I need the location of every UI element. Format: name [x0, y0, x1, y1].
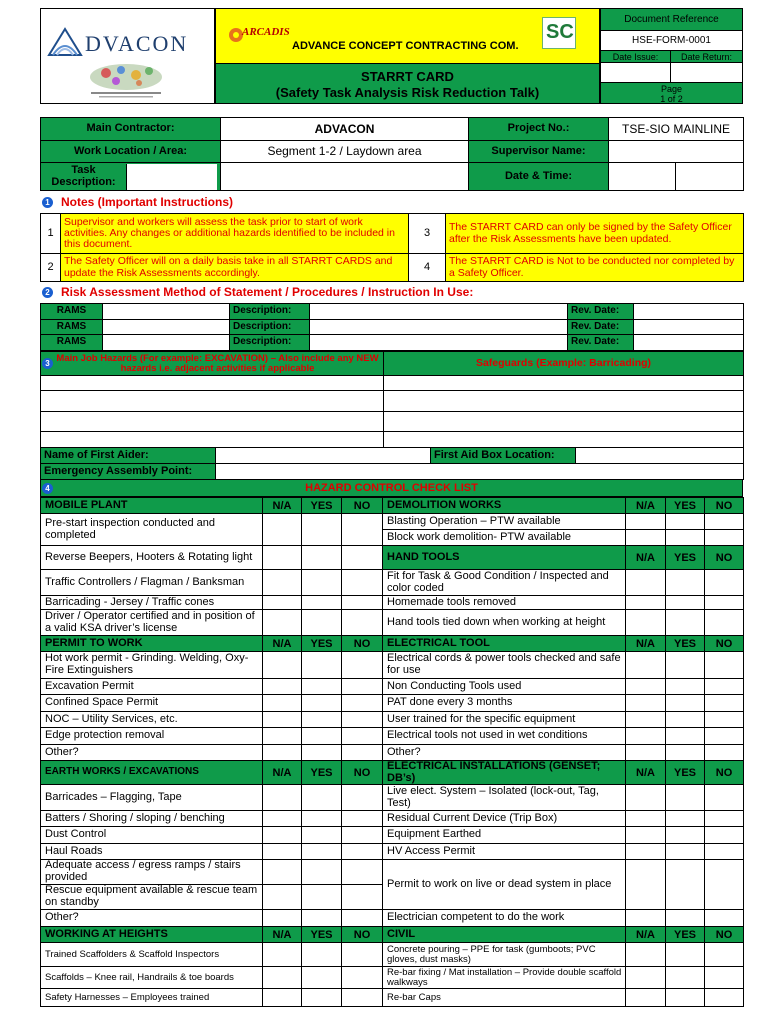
time-field[interactable]	[676, 163, 744, 191]
note-number: 3	[409, 214, 446, 254]
checklist-item: Other?	[382, 744, 626, 761]
first-aid-box-label: First Aid Box Location:	[431, 448, 576, 464]
electrical-installations-header: ELECTRICAL INSTALLATIONS (GENSET; DB’s)	[382, 760, 626, 785]
advacon-logo-text: DVACON	[85, 31, 189, 56]
first-aid-box-field[interactable]	[576, 448, 744, 464]
description-label: Description:	[230, 304, 310, 320]
na-checkbox[interactable]	[262, 966, 302, 989]
project-info-table	[40, 117, 744, 191]
checklist-item: User trained for the specific equipment	[382, 711, 626, 728]
na-checkbox[interactable]	[625, 859, 666, 910]
no-checkbox[interactable]	[704, 595, 744, 610]
yes-checkbox[interactable]	[301, 942, 342, 967]
doc-ref-value: HSE-FORM-0001	[601, 31, 742, 51]
assembly-point-label: Emergency Assembly Point:	[41, 464, 216, 480]
no-checkbox[interactable]	[704, 711, 744, 728]
no-header: NO	[341, 497, 383, 514]
checklist-item: Scaffolds – Knee rail, Handrails & toe boards	[40, 966, 263, 989]
no-checkbox[interactable]	[704, 942, 744, 967]
no-checkbox[interactable]	[341, 942, 383, 967]
na-checkbox[interactable]	[625, 569, 666, 596]
description-label: Description:	[230, 320, 310, 335]
form-subtitle: (Safety Task Analysis Risk Reduction Talk)	[275, 85, 540, 100]
rev-date-label: Rev. Date:	[568, 335, 634, 351]
checklist-item: PAT done every 3 months	[382, 694, 626, 712]
hazard-field[interactable]	[41, 391, 384, 412]
permit-to-work-header: PERMIT TO WORK	[40, 635, 263, 652]
note-number: 2	[41, 254, 61, 282]
checklist-item: Haul Roads	[40, 843, 263, 860]
yes-checkbox[interactable]	[301, 859, 342, 885]
no-checkbox[interactable]	[341, 843, 383, 860]
yes-checkbox[interactable]	[301, 744, 342, 761]
section-number-3-icon: 3	[42, 358, 53, 369]
note-text: The STARRT CARD is Not to be conducted nor completed by a Safety Officer.	[446, 254, 744, 282]
sc-logo	[542, 17, 576, 49]
no-checkbox[interactable]	[341, 884, 383, 910]
company-header	[215, 8, 600, 104]
no-checkbox[interactable]	[704, 513, 744, 530]
na-checkbox[interactable]	[262, 513, 302, 546]
task-description-label: Task Description:	[51, 163, 116, 189]
notes-heading	[42, 195, 233, 209]
rams-label: RAMS	[41, 304, 103, 320]
checklist-title: HAZARD CONTROL CHECK LIST	[305, 482, 478, 494]
safeguard-field[interactable]	[384, 391, 744, 412]
notes-title: Notes (Important Instructions)	[61, 195, 234, 209]
company-name: ADVANCE CONCEPT CONTRACTING COM.	[292, 40, 519, 52]
yes-header: YES	[301, 760, 342, 785]
no-checkbox[interactable]	[704, 988, 744, 1007]
date-time-label: Date & Time:	[469, 163, 609, 191]
na-checkbox[interactable]	[262, 942, 302, 967]
page-value: 1 of 2	[660, 94, 683, 104]
yes-header: YES	[301, 635, 342, 652]
yes-checkbox[interactable]	[665, 651, 705, 679]
checklist-item: Fit for Task & Good Condition / Inspected and color coded	[382, 569, 626, 596]
na-checkbox[interactable]	[625, 711, 666, 728]
advacon-logo-box	[40, 8, 215, 104]
na-checkbox[interactable]	[262, 609, 302, 636]
yes-header: YES	[665, 545, 705, 570]
no-checkbox[interactable]	[704, 859, 744, 910]
checklist-item: Driver / Operator certified and in position of a valid KSA driver’s license	[40, 609, 263, 636]
na-checkbox[interactable]	[625, 784, 666, 811]
hazard-field[interactable]	[41, 412, 384, 432]
na-header: N/A	[262, 497, 302, 514]
checklist-item: Edge protection removal	[40, 727, 263, 745]
na-header: N/A	[625, 760, 666, 785]
na-checkbox[interactable]	[625, 595, 666, 610]
na-checkbox[interactable]	[262, 909, 302, 927]
no-checkbox[interactable]	[341, 545, 383, 570]
yes-checkbox[interactable]	[301, 513, 342, 546]
description-label: Description:	[230, 335, 310, 351]
checklist-item: Blasting Operation – PTW available	[382, 513, 626, 530]
no-checkbox[interactable]	[341, 909, 383, 927]
task-description-field-a[interactable]	[126, 164, 217, 190]
arcadis-logo-text: ARCADIS	[242, 26, 290, 38]
checklist-item: Residual Current Device (Trip Box)	[382, 810, 626, 827]
no-header: NO	[704, 497, 744, 514]
no-checkbox[interactable]	[341, 694, 383, 712]
checklist-item: Barricading - Jersey / Traffic cones	[40, 595, 263, 610]
yes-checkbox[interactable]	[665, 609, 705, 636]
checklist-item: Electrical tools not used in wet conditions	[382, 727, 626, 745]
no-checkbox[interactable]	[341, 988, 383, 1007]
safeguard-field[interactable]	[384, 376, 744, 391]
note-number: 1	[41, 214, 61, 254]
no-checkbox[interactable]	[341, 810, 383, 827]
section-number-2-icon: 2	[42, 287, 53, 298]
date-field[interactable]	[609, 163, 676, 191]
na-checkbox[interactable]	[625, 727, 666, 745]
date-issue-field[interactable]	[601, 63, 671, 83]
date-return-field[interactable]	[671, 63, 742, 83]
page-indicator	[601, 83, 742, 103]
checklist-item: Electrical cords & power tools checked and safe for use	[382, 651, 626, 679]
no-checkbox[interactable]	[704, 810, 744, 827]
mobile-plant-header: MOBILE PLANT	[40, 497, 263, 514]
no-checkbox[interactable]	[704, 609, 744, 636]
yes-checkbox[interactable]	[665, 909, 705, 927]
no-checkbox[interactable]	[704, 569, 744, 596]
yes-checkbox[interactable]	[665, 988, 705, 1007]
yes-checkbox[interactable]	[665, 727, 705, 745]
checklist-item: Block work demolition- PTW available	[382, 529, 626, 546]
na-checkbox[interactable]	[625, 744, 666, 761]
na-checkbox[interactable]	[625, 843, 666, 860]
project-no-label: Project No.:	[469, 118, 609, 141]
na-checkbox[interactable]	[262, 569, 302, 596]
yes-checkbox[interactable]	[301, 678, 342, 695]
checklist-item: Dust Control	[40, 826, 263, 844]
supervisor-field[interactable]	[609, 141, 744, 163]
na-checkbox[interactable]	[262, 711, 302, 728]
note-text: The Safety Officer will on a daily basis take in all STARRT CARDS and update the Risk Assessments accordingly.	[61, 254, 409, 282]
no-checkbox[interactable]	[341, 513, 383, 546]
yes-header: YES	[301, 926, 342, 943]
no-checkbox[interactable]	[704, 651, 744, 679]
rams-heading	[42, 285, 473, 299]
na-checkbox[interactable]	[625, 942, 666, 967]
na-checkbox[interactable]	[625, 810, 666, 827]
yes-header: YES	[301, 497, 342, 514]
na-header: N/A	[262, 926, 302, 943]
work-location-label: Work Location / Area:	[41, 141, 221, 163]
rams-title: Risk Assessment Method of Statement / Procedures / Instruction In Use:	[61, 285, 474, 299]
rams-field[interactable]	[103, 335, 230, 351]
assembly-point-field[interactable]	[216, 464, 744, 480]
project-no-value[interactable]: TSE-SIO MAINLINE	[609, 118, 744, 141]
checklist-item: Homemade tools removed	[382, 595, 626, 610]
na-checkbox[interactable]	[262, 810, 302, 827]
hazards-table	[40, 351, 744, 450]
note-text: The STARRT CARD can only be signed by the Safety Officer after the Risk Assessments have been updated.	[446, 214, 744, 254]
checklist-item: Safety Harnesses – Employees trained	[40, 988, 263, 1007]
checklist-item: Re-bar fixing / Mat installation – Provide double scaffold walkways	[382, 966, 626, 989]
no-checkbox[interactable]	[341, 609, 383, 636]
na-header: N/A	[262, 760, 302, 785]
rams-label: RAMS	[41, 320, 103, 335]
na-checkbox[interactable]	[262, 651, 302, 679]
checklist-item: Concrete pouring – PPE for task (gumboots; PVC gloves, dust masks)	[382, 942, 626, 967]
yes-checkbox[interactable]	[665, 826, 705, 844]
main-contractor-value[interactable]: ADVACON	[221, 118, 469, 141]
description-field[interactable]	[310, 320, 568, 335]
na-checkbox[interactable]	[262, 884, 302, 910]
na-checkbox[interactable]	[262, 843, 302, 860]
na-checkbox[interactable]	[262, 744, 302, 761]
yes-checkbox[interactable]	[301, 609, 342, 636]
civil-header: CIVIL	[382, 926, 626, 943]
na-checkbox[interactable]	[625, 966, 666, 989]
na-checkbox[interactable]	[262, 859, 302, 885]
main-contractor-label: Main Contractor:	[41, 118, 221, 141]
yes-checkbox[interactable]	[665, 711, 705, 728]
no-checkbox[interactable]	[704, 744, 744, 761]
yes-checkbox[interactable]	[301, 909, 342, 927]
no-header: NO	[341, 635, 383, 652]
demolition-works-header: DEMOLITION WORKS	[382, 497, 626, 514]
checklist-item: Other?	[40, 909, 263, 927]
document-reference-box	[600, 8, 743, 104]
checklist-item: Hot work permit - Grinding. Welding, Oxy- Fire Extinguishers	[40, 651, 263, 679]
na-header: N/A	[262, 635, 302, 652]
date-return-label: Date Return:	[671, 51, 742, 63]
yes-checkbox[interactable]	[301, 694, 342, 712]
checklist-item: Re-bar Caps	[382, 988, 626, 1007]
yes-header: YES	[665, 760, 705, 785]
description-field[interactable]	[310, 304, 568, 320]
yes-checkbox[interactable]	[301, 545, 342, 570]
yes-checkbox[interactable]	[665, 859, 705, 910]
na-checkbox[interactable]	[262, 595, 302, 610]
no-checkbox[interactable]	[341, 966, 383, 989]
first-aider-field[interactable]	[216, 448, 431, 464]
na-checkbox[interactable]	[625, 529, 666, 546]
doc-ref-label: Document Reference	[601, 9, 742, 31]
na-checkbox[interactable]	[625, 609, 666, 636]
checklist-item: Adequate access / egress ramps / stairs provided	[40, 859, 263, 885]
yes-header: YES	[665, 635, 705, 652]
page-label: Page	[660, 84, 683, 94]
checklist-item: Other?	[40, 744, 263, 761]
checklist-item: Reverse Beepers, Hooters & Rotating light	[40, 545, 263, 570]
supervisor-label: Supervisor Name:	[469, 141, 609, 163]
yes-checkbox[interactable]	[665, 843, 705, 860]
yes-checkbox[interactable]	[301, 810, 342, 827]
na-checkbox[interactable]	[262, 826, 302, 844]
work-location-value[interactable]: Segment 1-2 / Laydown area	[221, 141, 469, 163]
no-header: NO	[704, 926, 744, 943]
checklist-item: Confined Space Permit	[40, 694, 263, 712]
no-checkbox[interactable]	[341, 651, 383, 679]
advacon-logo-icon	[47, 27, 83, 57]
world-map-icon	[81, 61, 171, 99]
no-checkbox[interactable]	[341, 784, 383, 811]
no-checkbox[interactable]	[341, 859, 383, 885]
na-checkbox[interactable]	[625, 694, 666, 712]
yes-checkbox[interactable]	[665, 513, 705, 530]
yes-checkbox[interactable]	[301, 843, 342, 860]
na-checkbox[interactable]	[262, 727, 302, 745]
rev-date-label: Rev. Date:	[568, 304, 634, 320]
note-text: Supervisor and workers will assess the task prior to start of work activities. Any changes or additional hazards identified to be included in this document.	[61, 214, 409, 254]
yes-checkbox[interactable]	[665, 595, 705, 610]
yes-checkbox[interactable]	[301, 884, 342, 910]
no-checkbox[interactable]	[704, 678, 744, 695]
na-header: N/A	[625, 926, 666, 943]
working-at-heights-header: WORKING AT HEIGHTS	[40, 926, 263, 943]
no-header: NO	[704, 760, 744, 785]
yes-checkbox[interactable]	[665, 942, 705, 967]
yes-checkbox[interactable]	[301, 966, 342, 989]
yes-checkbox[interactable]	[665, 678, 705, 695]
checklist-item: Hand tools tied down when working at height	[382, 609, 626, 636]
na-checkbox[interactable]	[625, 988, 666, 1007]
no-checkbox[interactable]	[704, 727, 744, 745]
safeguards-header: Safeguards (Example: Barricading)	[384, 352, 744, 376]
na-checkbox[interactable]	[625, 826, 666, 844]
checklist-item: Pre-start inspection conducted and completed	[40, 513, 263, 546]
no-checkbox[interactable]	[704, 909, 744, 927]
na-checkbox[interactable]	[262, 678, 302, 695]
na-checkbox[interactable]	[625, 909, 666, 927]
section-number-4-icon: 4	[42, 483, 53, 494]
rev-date-field[interactable]	[634, 320, 744, 335]
task-description-field[interactable]	[221, 163, 469, 191]
yes-checkbox[interactable]	[301, 651, 342, 679]
rev-date-field[interactable]	[634, 304, 744, 320]
checklist-item: Live elect. System – Isolated (lock-out, Tag, Test)	[382, 784, 626, 811]
yes-checkbox[interactable]	[301, 784, 342, 811]
safeguard-field[interactable]	[384, 412, 744, 432]
yes-checkbox[interactable]	[665, 694, 705, 712]
no-header: NO	[704, 635, 744, 652]
hazards-header-text: Main Job Hazards (For example: EXCAVATION) – Also include any NEW hazards i.e. adjacent activities if applicable	[56, 352, 379, 374]
form-title: STARRT CARD	[361, 69, 454, 84]
checklist-header	[40, 479, 743, 497]
description-field[interactable]	[310, 335, 568, 351]
checklist-item: Barricades – Flagging, Tape	[40, 784, 263, 811]
no-checkbox[interactable]	[704, 966, 744, 989]
rev-date-label: Rev. Date:	[568, 320, 634, 335]
hand-tools-header: HAND TOOLS	[382, 545, 626, 570]
yes-checkbox[interactable]	[301, 727, 342, 745]
rams-table	[40, 303, 744, 351]
section-number-1-icon: 1	[42, 197, 53, 208]
yes-checkbox[interactable]	[301, 595, 342, 610]
na-checkbox[interactable]	[262, 988, 302, 1007]
first-aid-table	[40, 447, 744, 480]
no-checkbox[interactable]	[341, 595, 383, 610]
checklist-item: Electrician competent to do the work	[382, 909, 626, 927]
checklist-item: NOC – Utility Services, etc.	[40, 711, 263, 728]
electrical-tool-header: ELECTRICAL TOOL	[382, 635, 626, 652]
no-checkbox[interactable]	[341, 678, 383, 695]
checklist-item: Equipment Earthed	[382, 826, 626, 844]
na-checkbox[interactable]	[262, 784, 302, 811]
na-checkbox[interactable]	[625, 678, 666, 695]
hazards-header	[41, 352, 384, 376]
checklist-item: Rescue equipment available & rescue team on standby	[40, 884, 263, 910]
checklist-item: HV Access Permit	[382, 843, 626, 860]
yes-checkbox[interactable]	[665, 744, 705, 761]
checklist-item: Trained Scaffolders & Scaffold Inspectors	[40, 942, 263, 967]
note-number: 4	[409, 254, 446, 282]
notes-table	[40, 213, 744, 282]
yes-checkbox[interactable]	[665, 784, 705, 811]
no-header: NO	[341, 760, 383, 785]
na-checkbox[interactable]	[262, 545, 302, 570]
no-checkbox[interactable]	[341, 711, 383, 728]
checklist-item: Permit to work on live or dead system in place	[382, 859, 626, 910]
rams-field[interactable]	[103, 304, 230, 320]
date-issue-label: Date Issue:	[601, 51, 671, 63]
no-checkbox[interactable]	[704, 694, 744, 712]
yes-checkbox[interactable]	[301, 711, 342, 728]
no-header: NO	[704, 545, 744, 570]
sc-logo-text: SC	[546, 21, 574, 43]
no-header: NO	[341, 926, 383, 943]
yes-checkbox[interactable]	[665, 810, 705, 827]
rams-label: RAMS	[41, 335, 103, 351]
na-header: N/A	[625, 635, 666, 652]
checklist-body	[40, 497, 743, 1012]
na-checkbox[interactable]	[625, 651, 666, 679]
yes-header: YES	[665, 926, 705, 943]
na-header: N/A	[625, 545, 666, 570]
yes-checkbox[interactable]	[301, 988, 342, 1007]
yes-header: YES	[665, 497, 705, 514]
rams-field[interactable]	[103, 320, 230, 335]
yes-checkbox[interactable]	[301, 826, 342, 844]
rev-date-field[interactable]	[634, 335, 744, 351]
checklist-item: Non Conducting Tools used	[382, 678, 626, 695]
no-checkbox[interactable]	[704, 529, 744, 546]
no-checkbox[interactable]	[704, 826, 744, 844]
hazard-field[interactable]	[41, 376, 384, 391]
arcadis-logo	[228, 21, 290, 49]
checklist-item: Excavation Permit	[40, 678, 263, 695]
no-checkbox[interactable]	[341, 744, 383, 761]
no-checkbox[interactable]	[341, 826, 383, 844]
checklist-item: Batters / Shoring / sloping / benching	[40, 810, 263, 827]
na-header: N/A	[625, 497, 666, 514]
yes-checkbox[interactable]	[665, 569, 705, 596]
no-checkbox[interactable]	[704, 784, 744, 811]
yes-checkbox[interactable]	[665, 966, 705, 989]
na-checkbox[interactable]	[625, 513, 666, 530]
yes-checkbox[interactable]	[665, 529, 705, 546]
yes-checkbox[interactable]	[301, 569, 342, 596]
no-checkbox[interactable]	[704, 843, 744, 860]
na-checkbox[interactable]	[262, 694, 302, 712]
earth-works-header: EARTH WORKS / EXCAVATIONS	[40, 760, 263, 785]
checklist-item: Traffic Controllers / Flagman / Banksman	[40, 569, 263, 596]
no-checkbox[interactable]	[341, 569, 383, 596]
no-checkbox[interactable]	[341, 727, 383, 745]
first-aider-label: Name of First Aider:	[41, 448, 216, 464]
